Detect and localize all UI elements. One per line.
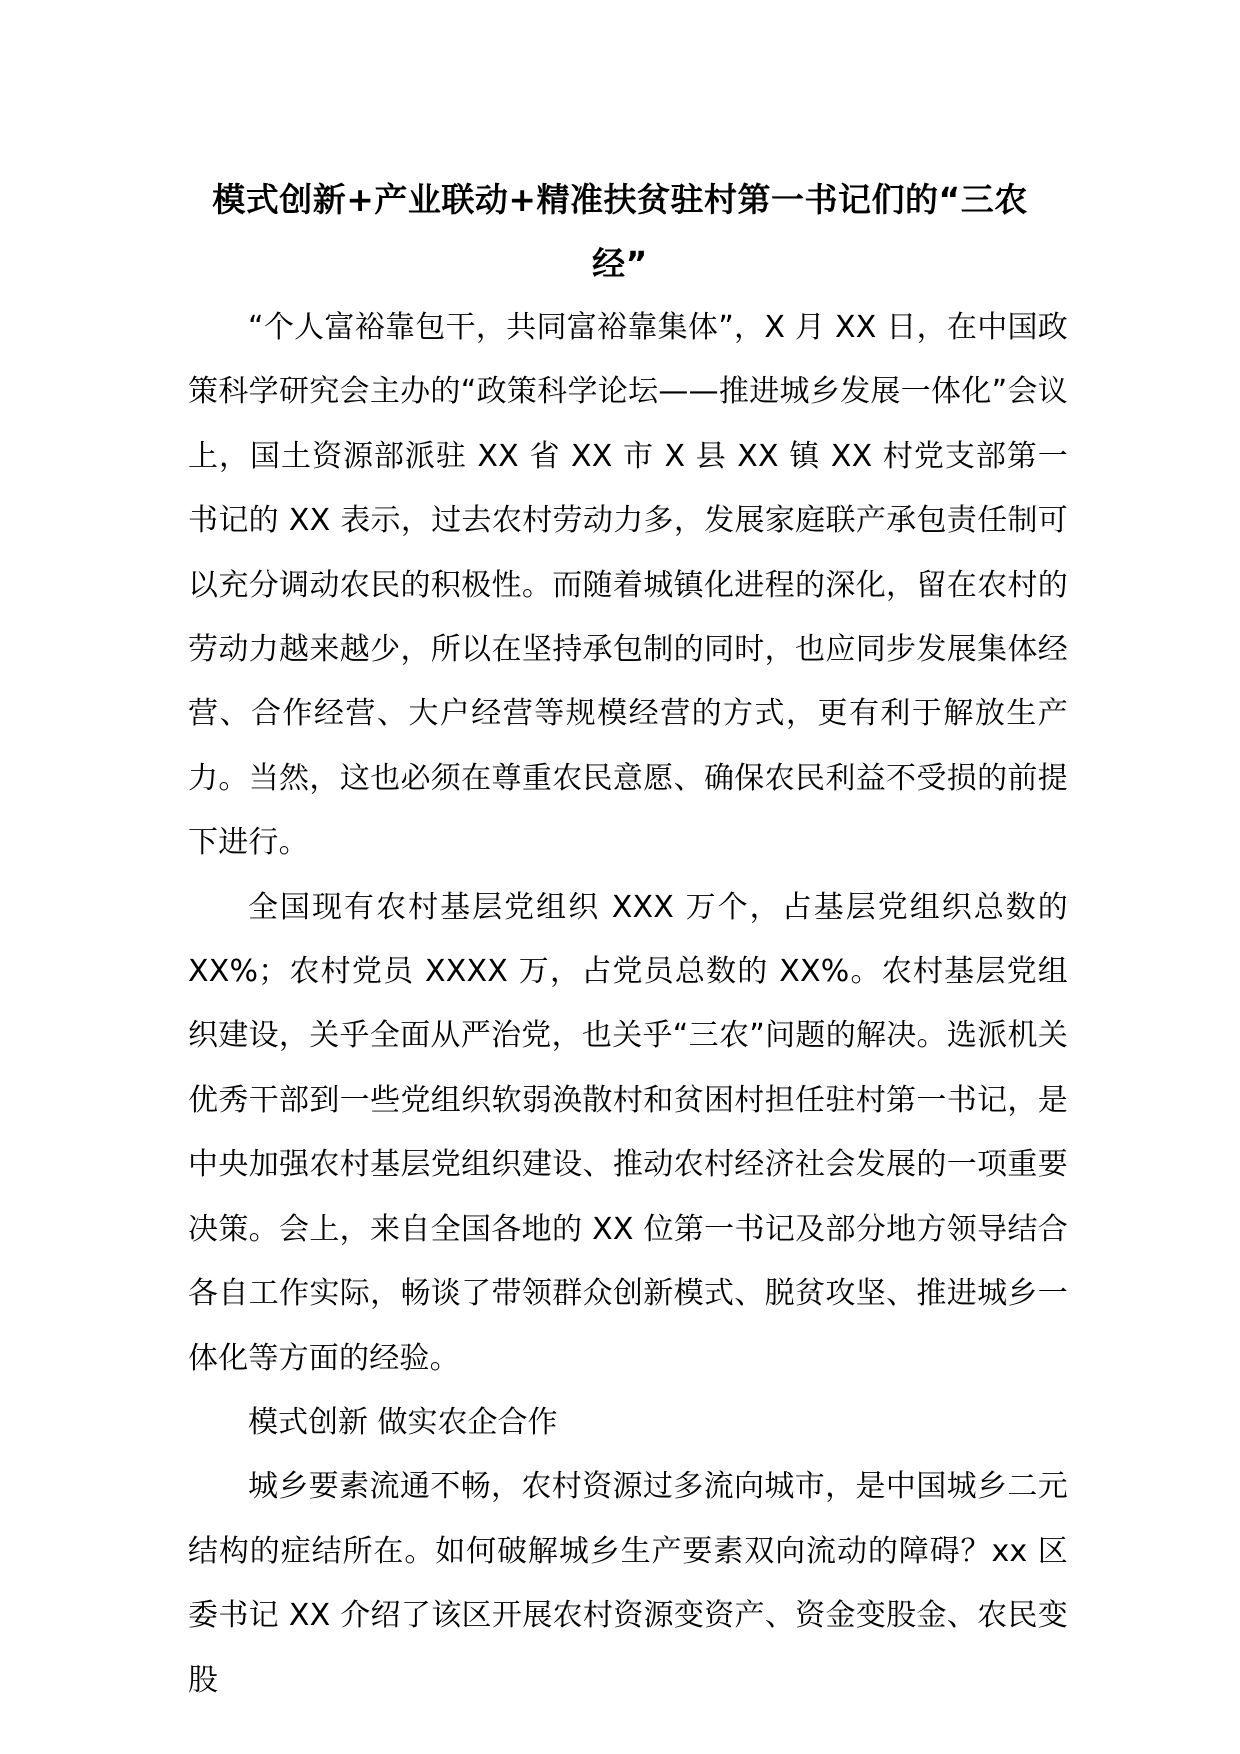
paragraph-section-text: 城乡要素流通不畅，农村资源过多流向城市，是中国城乡二元结构的症结所在。如何破解城乡生产要素双向流动的障碍？xx 区委书记 XX 介绍了该区开展农村资源变资产、资金变股金、农民变股 (188, 1469, 1068, 1698)
paragraph-party-organizations: 全国现有农村基层党组织 XXX 万个，占基层党组织总数的 XX%；农村党员 XXXX 万，占党员总数的 XX%。农村基层党组织建设，关乎全面从严治党，也关乎“三农”问题的解决。选派机关优秀干部到一些党组织软弱涣散村和贫困村担任驻村第一书记，是中央加强农村基层党组织建设、推动农村经济社会发展的一项重要决策。会上，来自全国各地的 XX 位第一书记及部分地方领导结合各自工作实际，畅谈了带领群众创新模式、脱贫攻坚、推进城乡一体化等方面的经验。 (188, 889, 1068, 1376)
document-body (188, 296, 1068, 1713)
section-heading: 模式创新 做实农企合作 (248, 1404, 558, 1440)
document-title: 模式创新+产业联动+精准扶贫驻村第一书记们的“三农经” (212, 180, 1028, 283)
paragraph-intro: “个人富裕靠包干，共同富裕靠集体”，X 月 XX 日，在中国政策科学研究会主办的“政策科学论坛——推进城乡发展一体化”会议上，国土资源部派驻 XX 省 XX 市 X 县 XX 镇 XX 村党支部第一书记的 XX 表示，过去农村劳动力多，发展家庭联产承包责任制可以充分调动农民的积极性。而随着城镇化进程的深化，留在农村的劳动力越来越少，所以在坚持承包制的同时，也应同步发展集体经营、合作经营、大户经营等规模经营的方式，更有利于解放生产力。当然，这也必须在尊重农民意愿、确保农民利益不受损的前提下进行。 (188, 310, 1068, 861)
